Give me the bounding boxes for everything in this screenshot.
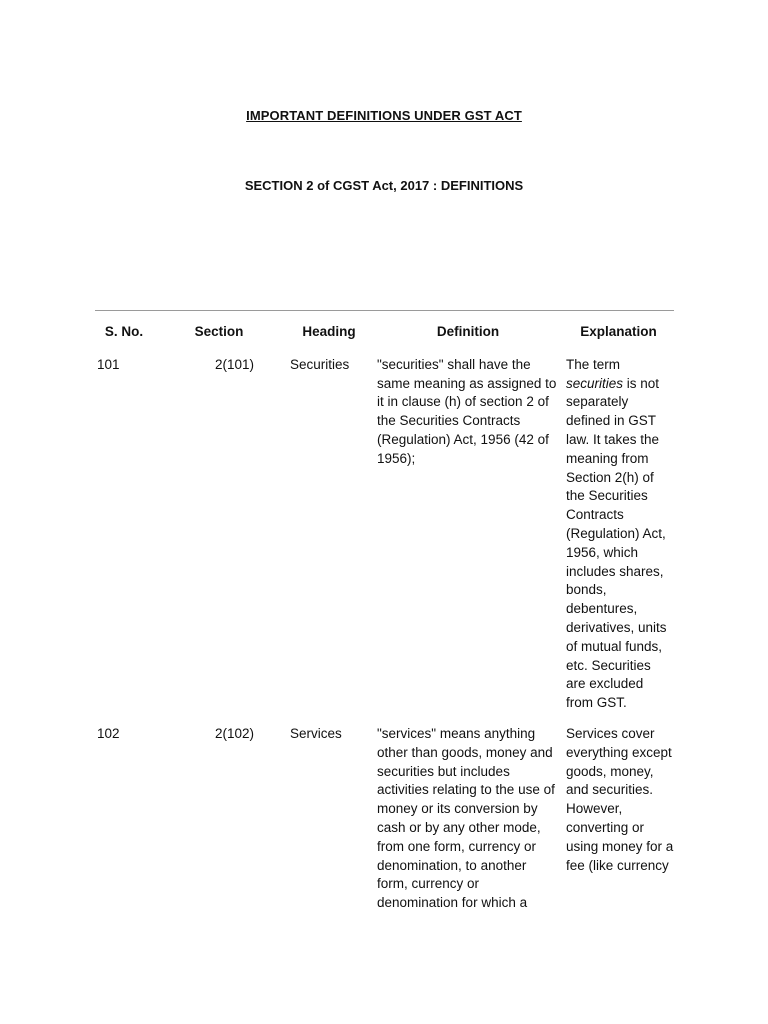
cell-heading: Services (290, 725, 342, 741)
document-title: IMPORTANT DEFINITIONS UNDER GST ACT (246, 108, 522, 123)
header-explanation: Explanation (580, 324, 657, 339)
header-definition: Definition (436, 324, 500, 339)
definitions-table (95, 318, 674, 925)
cell-definition: "securities" shall have the same meaning as assigned to it in clause (h) of section 2 of the Securities Contracts (Regulation) Act, 1956 (42 of 1956); (377, 356, 557, 466)
cell-explanation (563, 356, 674, 725)
table-top-rule (95, 310, 674, 311)
cell-section: 2(101) (215, 356, 255, 372)
cell-definition: "services" means anything other than goods, money and securities but includes activities relating to the use of money or its conversion by cash or by any other mode, from one form, currency or denomination, to another form, currency or denomination for which a (377, 725, 555, 911)
cell-heading: Securities (290, 356, 350, 372)
table-header-row (95, 318, 674, 356)
table-row (95, 356, 674, 725)
cell-explanation: Services cover everything except goods, money, and securities. However, converting or using money for a fee (like currency (566, 725, 674, 873)
header-sno: S. No. (104, 324, 144, 339)
cell-sno: 102 (97, 725, 120, 741)
explanation-text-end: is not separately defined in GST law. It takes the meaning from Section 2(h) of the Securities Contracts (Regulation) Act, 1956, which includes shares, bonds, debentures, derivatives, units of mutual funds, etc. Securities are excluded from GST. (566, 375, 667, 711)
explanation-text-start: The term (566, 356, 621, 372)
table-row (95, 725, 674, 925)
header-heading: Heading (302, 324, 356, 339)
cell-section: 2(102) (215, 725, 255, 741)
document-subtitle: SECTION 2 of CGST Act, 2017 : DEFINITIONS (244, 178, 524, 193)
header-section: Section (194, 324, 244, 339)
cell-sno: 101 (97, 356, 120, 372)
explanation-italic-term: securities (566, 375, 624, 391)
